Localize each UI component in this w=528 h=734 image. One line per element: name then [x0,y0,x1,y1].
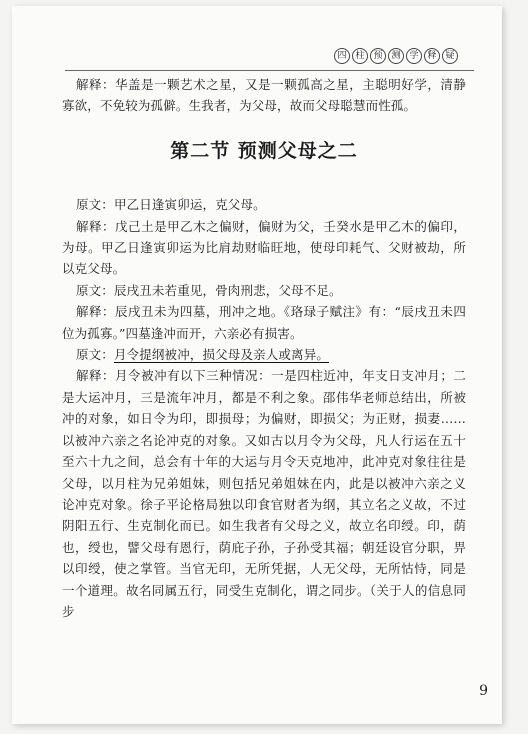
paragraph-label: 解释： [76,77,116,92]
intro-paragraph [62,74,466,117]
header-char: 柱 [352,48,368,64]
paragraph-text: 戊己土是甲乙木之偏财，偏财为父，壬癸水是甲乙木的偏印，为母。甲乙日逢寅卯运为比肩劫财临旺地，使母印耗气、父财被劫，所以克父母。 [62,218,466,277]
paragraph [62,194,466,215]
paragraph-label: 解释： [76,368,116,384]
header-char: 四 [334,48,350,64]
page-body [62,74,466,622]
paragraph-label: 原文： [76,282,114,298]
header-char: 释 [424,48,440,64]
page-number: 9 [479,683,488,699]
paragraph [62,216,466,280]
paragraph-label: 原文： [76,197,114,213]
running-header [334,48,458,64]
paragraph-label: 解释： [76,218,116,234]
paragraph-text: 月令被冲有以下三种情况：一是四柱近冲，年支日支冲月；二是大运冲月，三是流年冲月，都是不利之象。邵伟华老师总结出，所被冲的对象，如日令为印，即损母；为偏财，即损父；为正财，损妻……以被冲六亲之名论冲克的对象。又如古以月令为父母，凡人行运在五十至六十九之间，总会有十年的大运与月令天克地冲，此冲克对象往往是父母，以月柱为兄弟姐妹，则包括兄弟姐妹在内，此是以被冲六亲之义论冲克对象。徐子平论格局独以印食官财者为纲，其立名之义故，不过阴阳五行、生克制化而已。如生我者有父母之义，故立名印绶。印，荫也，绶也，譬父母有恩行，荫庇子孙，子孙受其福；朝廷设官分职，畀以印绶，使之掌管。当官无印，无所凭据，人无父母，无所怙恃，同是一个道理。故名同属五行，同受生克制化，谓之同步。（关于人的信息同步 [62,368,466,619]
paragraph-label: 解释： [76,304,115,320]
paragraph [62,365,466,622]
paragraph-text: 辰戌丑未若重见，骨肉刑悲，父母不足。 [113,282,342,298]
paragraph-label: 原文： [76,347,114,363]
header-char: 学 [406,48,422,64]
underlined-text: 月令提纲被冲，损父母及亲人或离异。 [113,347,330,363]
paragraph-text: 华盖是一颗艺术之星，又是一颗孤高之星，主聪明好学，清静寡欲，不免较为孤僻。生我者，为父母，故而父母聪慧而性孤。 [62,77,466,114]
paragraph [62,301,466,344]
header-char: 测 [388,48,404,64]
paragraph [62,280,466,301]
header-char: 预 [370,48,386,64]
paragraph-text: 辰戌丑未为四墓，刑冲之地。《珞琭子赋注》有：“辰戌丑未四位为孤寡。”四墓逢冲而开，六亲必有损害。 [62,304,467,341]
underlined-paragraph [62,344,466,365]
section-title: 第二节 预测父母之二 [170,139,358,162]
paragraph-text: 甲乙日逢寅卯运，克父母。 [113,197,266,213]
header-char: 疑 [442,48,458,64]
header-rule [65,70,474,71]
